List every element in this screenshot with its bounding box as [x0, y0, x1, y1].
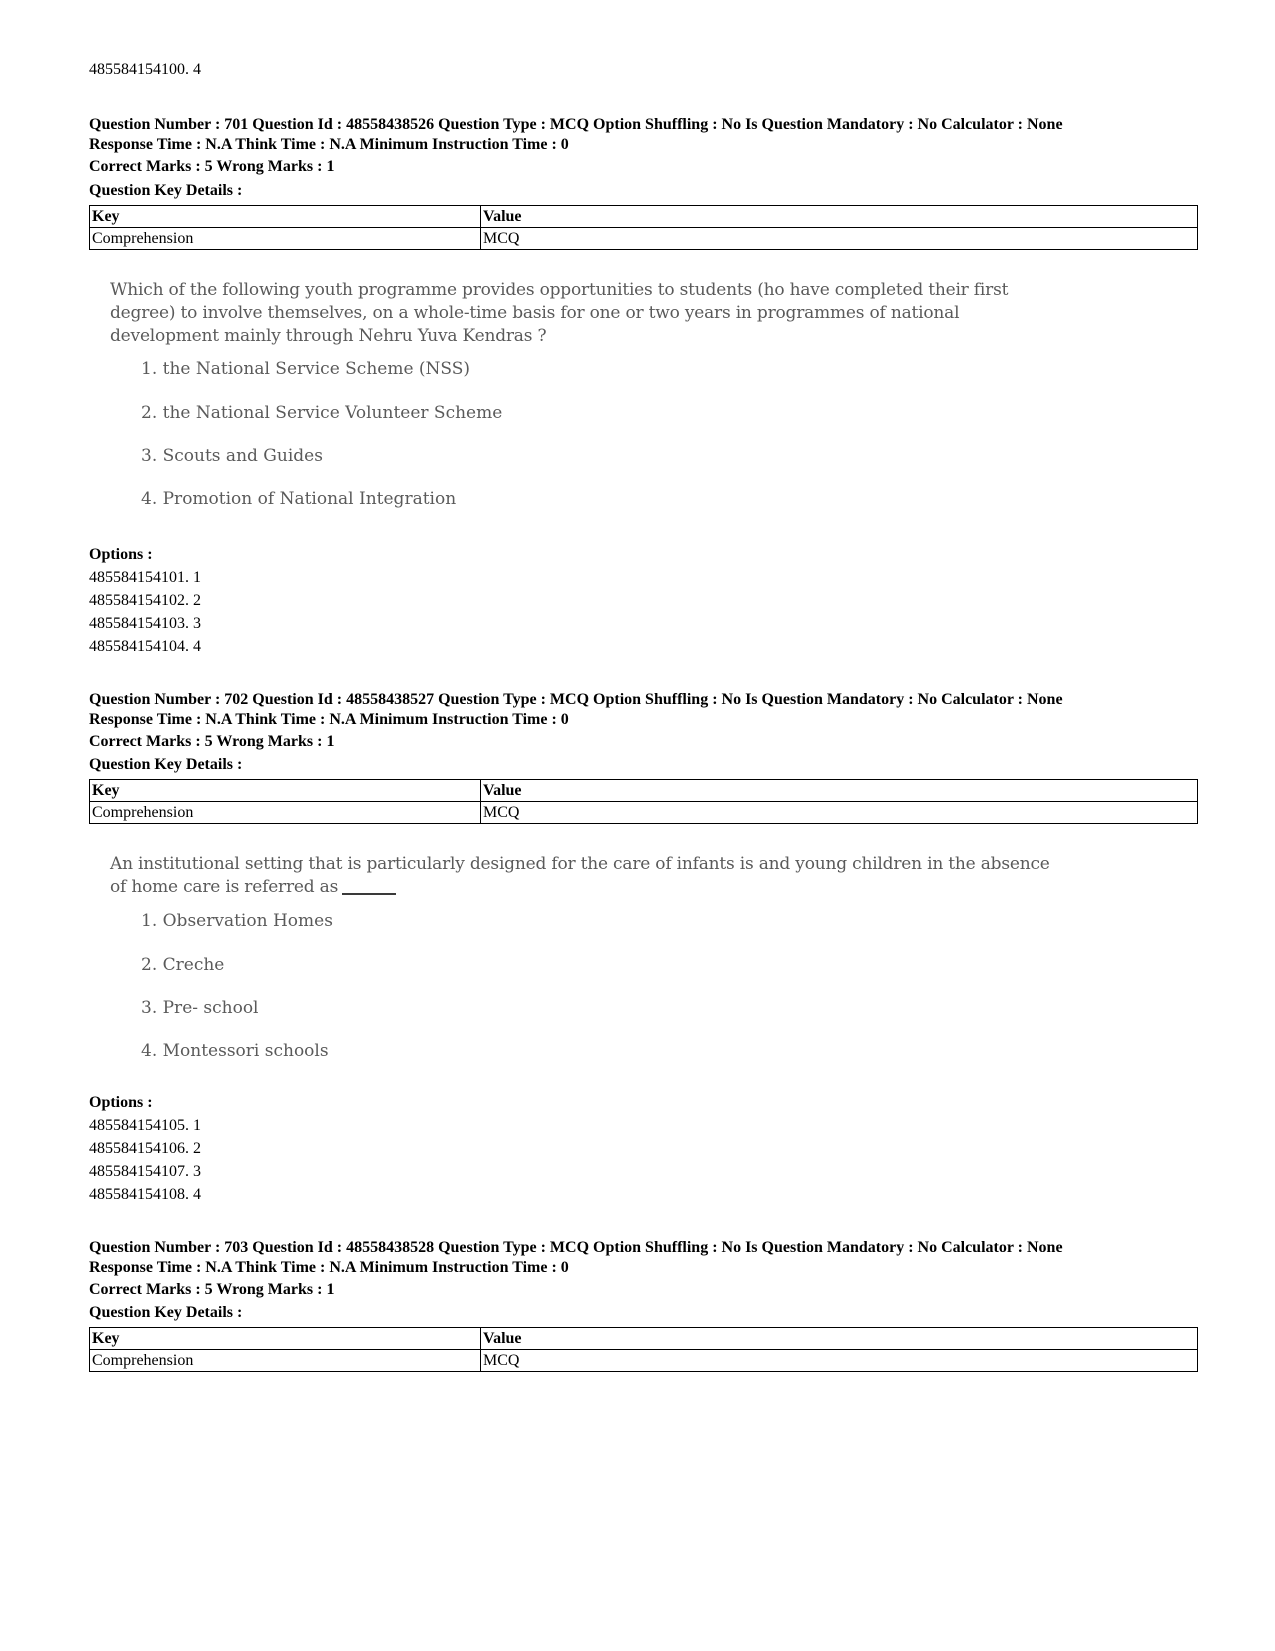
option-item: 485584154101. 1 — [89, 569, 201, 586]
choice-item: 4. Promotion of National Integration — [141, 489, 457, 509]
question-meta-line: Question Number : 701 Question Id : 48558438526 Question Type : MCQ Option Shuffling : No Is Question Mandatory : No Calculator : None — [89, 116, 1063, 133]
value-cell: MCQ — [481, 802, 1198, 824]
key-details-label: Question Key Details : — [89, 756, 243, 773]
question-header — [89, 690, 1199, 730]
option-item: 485584154104. 4 — [89, 638, 201, 655]
option-item: 485584154106. 2 — [89, 1140, 201, 1157]
question-stem — [110, 853, 1070, 899]
table-header-row — [90, 780, 1198, 802]
choice-item: 2. the National Service Volunteer Scheme — [141, 403, 503, 423]
option-item: 485584154105. 1 — [89, 1117, 201, 1134]
table-row — [90, 802, 1198, 824]
question-image — [110, 853, 1070, 1093]
options-label: Options : — [89, 1094, 153, 1111]
option-item: 485584154108. 4 — [89, 1186, 201, 1203]
option-item: 485584154102. 2 — [89, 592, 201, 609]
key-details-label: Question Key Details : — [89, 1304, 243, 1321]
marks-line: Correct Marks : 5 Wrong Marks : 1 — [89, 158, 335, 175]
key-cell: Comprehension — [90, 228, 481, 250]
question-header — [89, 115, 1199, 155]
question-meta-line: Question Number : 702 Question Id : 48558438527 Question Type : MCQ Option Shuffling : No Is Question Mandatory : No Calculator : None — [89, 691, 1063, 708]
choice-item: 1. the National Service Scheme (NSS) — [141, 359, 471, 379]
key-details-label: Question Key Details : — [89, 182, 243, 199]
table-header-row — [90, 1328, 1198, 1350]
question-image — [110, 279, 1030, 529]
question-meta-line: Question Number : 703 Question Id : 48558438528 Question Type : MCQ Option Shuffling : No Is Question Mandatory : No Calculator : None — [89, 1239, 1063, 1256]
previous-option: 485584154100. 4 — [89, 61, 201, 78]
value-cell: MCQ — [481, 1350, 1198, 1372]
table-row — [90, 1350, 1198, 1372]
value-header: Value — [481, 1328, 1198, 1350]
answer-blank — [342, 893, 396, 895]
options-label: Options : — [89, 546, 153, 563]
key-cell: Comprehension — [90, 1350, 481, 1372]
key-details-table — [89, 1327, 1198, 1372]
marks-line: Correct Marks : 5 Wrong Marks : 1 — [89, 1281, 335, 1298]
option-item: 485584154103. 3 — [89, 615, 201, 632]
question-timing-line: Response Time : N.A Think Time : N.A Minimum Instruction Time : 0 — [89, 711, 569, 728]
choice-item: 3. Scouts and Guides — [141, 446, 323, 466]
question-header — [89, 1238, 1199, 1278]
stem-line: degree) to involve themselves, on a whole-time basis for one or two years in programmes of national — [110, 303, 960, 323]
value-header: Value — [481, 780, 1198, 802]
option-item: 485584154107. 3 — [89, 1163, 201, 1180]
table-header-row — [90, 206, 1198, 228]
key-cell: Comprehension — [90, 802, 481, 824]
question-timing-line: Response Time : N.A Think Time : N.A Minimum Instruction Time : 0 — [89, 1259, 569, 1276]
key-header: Key — [90, 206, 481, 228]
stem-line: Which of the following youth programme provides opportunities to students (ho have completed their first — [110, 280, 1009, 300]
key-details-table — [89, 205, 1198, 250]
question-stem — [110, 279, 1030, 348]
stem-line: An institutional setting that is particularly designed for the care of infants is and young children in the absence — [110, 854, 1050, 874]
choice-item: 4. Montessori schools — [141, 1041, 329, 1061]
table-row — [90, 228, 1198, 250]
value-cell: MCQ — [481, 228, 1198, 250]
marks-line: Correct Marks : 5 Wrong Marks : 1 — [89, 733, 335, 750]
choice-item: 3. Pre- school — [141, 998, 259, 1018]
choice-item: 2. Creche — [141, 955, 225, 975]
key-header: Key — [90, 1328, 481, 1350]
stem-line: of home care is referred as — [110, 876, 1070, 899]
question-timing-line: Response Time : N.A Think Time : N.A Minimum Instruction Time : 0 — [89, 136, 569, 153]
value-header: Value — [481, 206, 1198, 228]
stem-line: development mainly through Nehru Yuva Kendras ? — [110, 326, 547, 346]
choice-item: 1. Observation Homes — [141, 911, 333, 931]
key-details-table — [89, 779, 1198, 824]
key-header: Key — [90, 780, 481, 802]
